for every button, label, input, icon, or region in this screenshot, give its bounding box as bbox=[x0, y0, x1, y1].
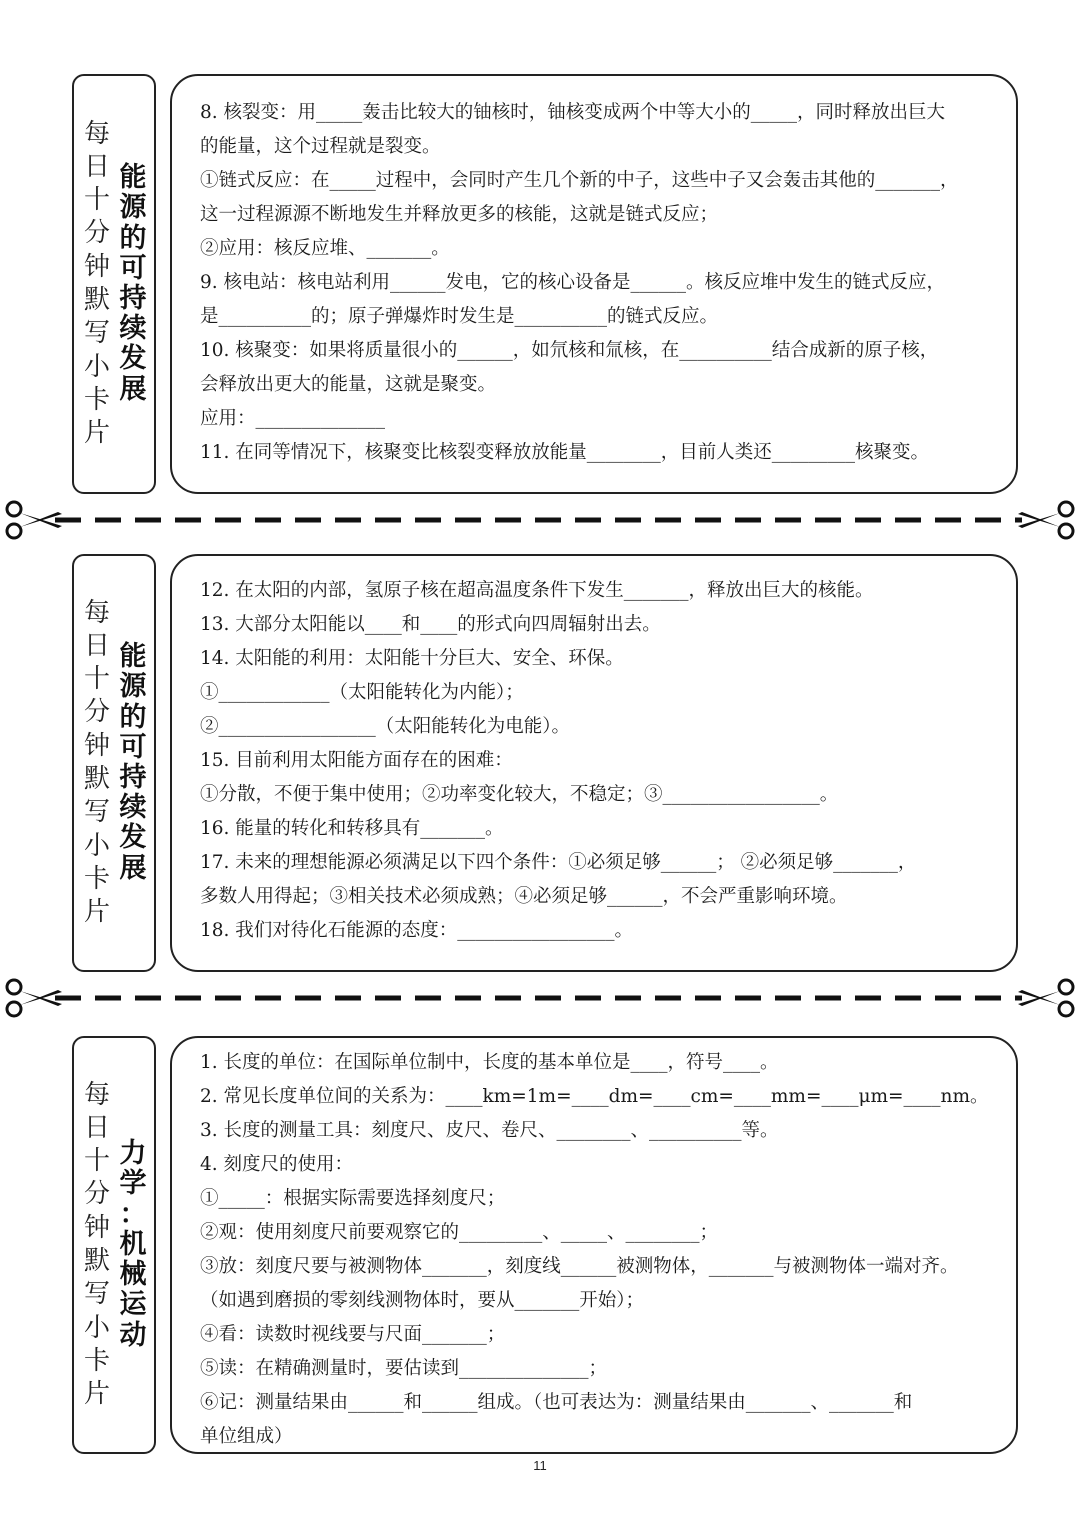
card-line: 18. 我们对待化石能源的态度：_________________。 bbox=[200, 920, 634, 941]
card-line: 多数人用得起；③相关技术必须成熟；④必须足够______，不会严重影响环境。 bbox=[200, 886, 848, 907]
card-line: 单位组成） bbox=[200, 1426, 293, 1447]
card-line: ①链式反应：在_____过程中，会同时产生几个新的中子，这些中子又会轰击其他的_______， bbox=[200, 170, 959, 191]
card-line: 13. 大部分太阳能以____和____的形式向四周辐射出去。 bbox=[200, 614, 661, 635]
card-2-side-label bbox=[72, 554, 156, 972]
card-2-title: 能 源 的 可 持 续 发 展 bbox=[119, 641, 147, 884]
card-line: 的能量，这个过程就是裂变。 bbox=[200, 136, 441, 157]
card-1-subtitle: 每 日 十 分 钟 默 写 小 卡 片 bbox=[83, 118, 110, 449]
scissors-icon-left bbox=[7, 980, 62, 1016]
card-line: ①分散，不便于集中使用；②功率变化较大，不稳定；③_________________。 bbox=[200, 784, 839, 805]
card-line: ②应用：核反应堆、_______。 bbox=[200, 238, 450, 259]
card-line: ①_____：根据实际需要选择刻度尺； bbox=[200, 1188, 506, 1209]
card-line: ②_________________（太阳能转化为电能）。 bbox=[200, 716, 571, 737]
card-line: 12. 在太阳的内部，氢原子核在超高温度条件下发生_______，释放出巨大的核能。 bbox=[200, 580, 874, 601]
card-1-title: 能 源 的 可 持 续 发 展 bbox=[119, 162, 147, 405]
card-line: ①____________（太阳能转化为内能）； bbox=[200, 682, 524, 703]
card-line: 16. 能量的转化和转移具有_______。 bbox=[200, 818, 504, 839]
scissors-icon-right bbox=[1018, 502, 1073, 538]
card-line: ④看：读数时视线要与尺面_______； bbox=[200, 1324, 506, 1345]
card-line: 4. 刻度尺的使用： bbox=[200, 1154, 354, 1175]
page-number: 11 bbox=[533, 1458, 547, 1473]
card-3-title: 力 学 ： 机 械 运 动 bbox=[119, 1138, 147, 1351]
card-line: 8. 核裂变：用_____轰击比较大的铀核时，铀核变成两个中等大小的_____，同时释放出巨大 bbox=[200, 102, 946, 123]
card-line: 11. 在同等情况下，核聚变比核裂变释放放能量________，目前人类还_________核聚变。 bbox=[200, 442, 930, 463]
card-line: 应用：______________ bbox=[200, 408, 386, 429]
cut-line-1 bbox=[0, 500, 1080, 540]
card-2-subtitle: 每 日 十 分 钟 默 写 小 卡 片 bbox=[83, 597, 110, 928]
scissors-icon-left bbox=[7, 502, 62, 538]
card-line: ②观：使用刻度尺前要观察它的_________、_____、________； bbox=[200, 1222, 719, 1243]
card-line: ⑤读：在精确测量时，要估读到______________； bbox=[200, 1358, 608, 1379]
card-2-text bbox=[170, 554, 1018, 972]
scissors-icon-right bbox=[1018, 980, 1073, 1016]
card-line: 这一过程源源不断地发生并释放更多的核能，这就是链式反应； bbox=[200, 204, 719, 225]
card-line: ③放：刻度尺要与被测物体_______，刻度线______被测物体，_______与被测物体一端对齐。 bbox=[200, 1256, 959, 1277]
card-line: 15. 目前利用太阳能方面存在的困难： bbox=[200, 750, 513, 771]
card-line: ⑥记：测量结果由______和______组成。（也可表达为：测量结果由_______、_______和 bbox=[200, 1392, 913, 1413]
card-line: （如遇到磨损的零刻线测物体时，要从_______开始）； bbox=[200, 1290, 645, 1311]
card-1-side-label bbox=[72, 74, 156, 494]
card-line: 14. 太阳能的利用：太阳能十分巨大、安全、环保。 bbox=[200, 648, 624, 669]
card-3-subtitle: 每 日 十 分 钟 默 写 小 卡 片 bbox=[83, 1079, 110, 1410]
card-line: 1. 长度的单位：在国际单位制中，长度的基本单位是____，符号____。 bbox=[200, 1052, 779, 1073]
card-line: 2. 常见长度单位间的关系为：____km=1m=____dm=____cm=____mm=____μm=____nm。 bbox=[200, 1086, 989, 1107]
card-line: 9. 核电站：核电站利用______发电，它的核心设备是______。核反应堆中发生的链式反应， bbox=[200, 272, 946, 293]
cut-line-2 bbox=[0, 978, 1080, 1018]
card-1-content bbox=[170, 74, 1018, 494]
card-3-text bbox=[170, 1036, 1018, 1454]
card-line: 是__________的；原子弹爆炸时发生是__________的链式反应。 bbox=[200, 306, 719, 327]
card-line: 17. 未来的理想能源必须满足以下四个条件：①必须足够______； ②必须足够_______， bbox=[200, 852, 917, 873]
card-3-side-label bbox=[72, 1036, 156, 1454]
card-line: 10. 核聚变：如果将质量很小的______，如氘核和氚核，在__________结合成新的原子核， bbox=[200, 340, 939, 361]
card-line: 3. 长度的测量工具：刻度尺、皮尺、卷尺、________、__________等。 bbox=[200, 1120, 779, 1141]
card-line: 会释放出更大的能量，这就是聚变。 bbox=[200, 374, 497, 395]
